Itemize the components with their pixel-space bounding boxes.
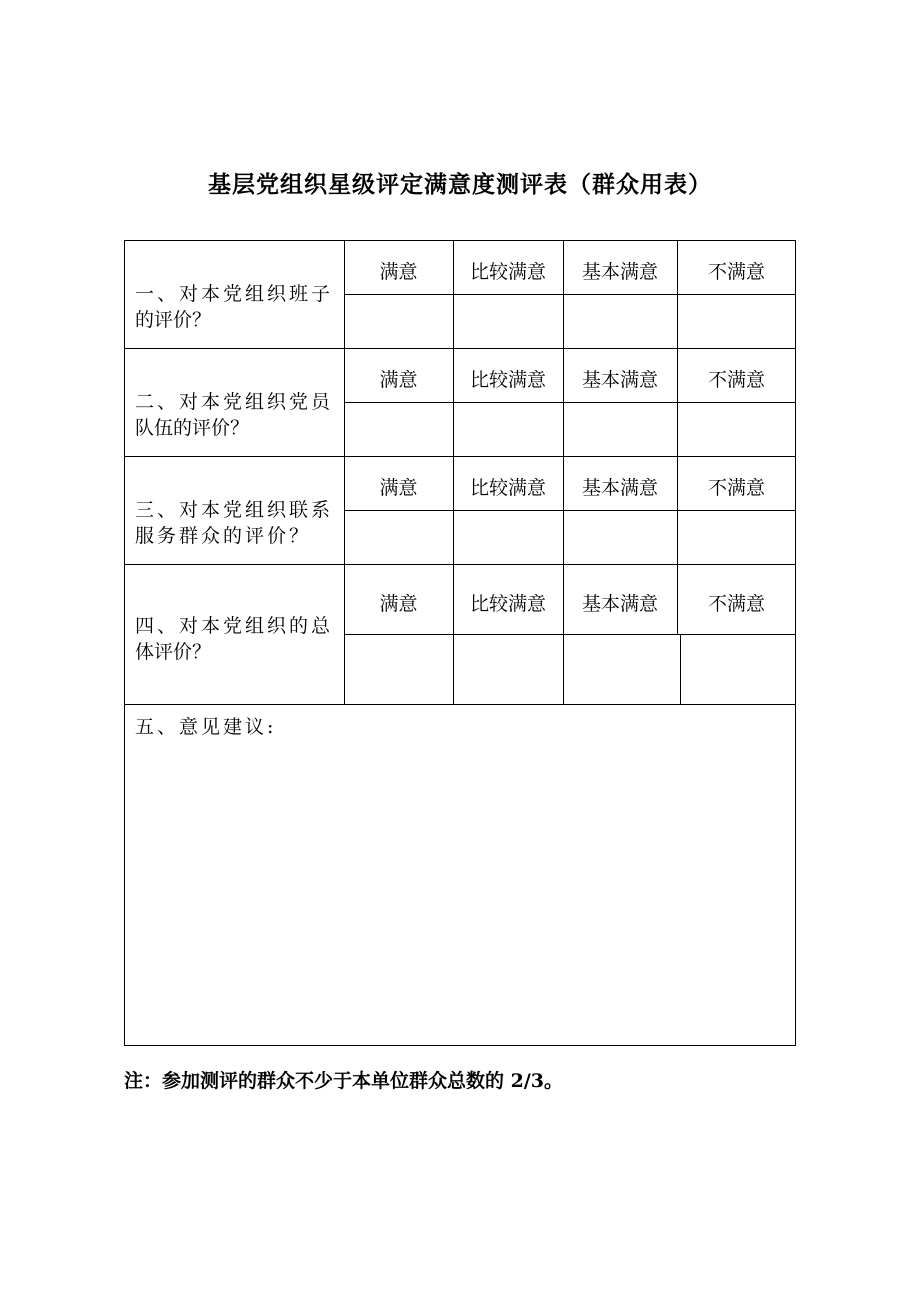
answer-cell[interactable] — [345, 511, 453, 564]
answer-cell[interactable] — [345, 295, 453, 348]
answer-cell[interactable] — [564, 403, 677, 456]
question-4-line2: 体评价？ — [135, 641, 212, 663]
evaluation-table — [124, 240, 796, 1046]
answer-cell[interactable] — [454, 295, 563, 348]
answer-cell[interactable] — [345, 635, 453, 704]
row-divider — [124, 456, 796, 457]
option-basically-satisfied: 基本满意 — [581, 477, 658, 499]
question-2-line1: 二、对本党组织党员 — [135, 391, 334, 413]
option-unsatisfied: 不满意 — [707, 593, 765, 615]
question-1-line2: 的评价？ — [135, 309, 212, 331]
option-satisfied: 满意 — [379, 261, 418, 283]
table-border-top — [124, 240, 796, 241]
option-satisfied: 满意 — [379, 369, 418, 391]
option-satisfied: 满意 — [379, 477, 418, 499]
suggestion-label: 五、意见建议: — [135, 716, 277, 738]
table-border-bottom — [124, 1045, 796, 1046]
option-unsatisfied: 不满意 — [707, 369, 765, 391]
suggestion-area[interactable] — [125, 750, 795, 1045]
answer-cell[interactable] — [454, 403, 563, 456]
option-basically-satisfied: 基本满意 — [581, 261, 658, 283]
question-2-line2: 队伍的评价？ — [135, 417, 250, 439]
option-fairly-satisfied: 比较满意 — [469, 261, 546, 283]
option-basically-satisfied: 基本满意 — [581, 369, 658, 391]
answer-cell[interactable] — [678, 511, 795, 564]
answer-cell[interactable] — [564, 635, 680, 704]
answer-cell[interactable] — [454, 511, 563, 564]
row-divider — [124, 348, 796, 349]
answer-cell[interactable] — [564, 295, 677, 348]
question-3-line1: 三、对本党组织联系 — [135, 499, 334, 521]
question-1-line1: 一、对本党组织班子 — [135, 283, 334, 305]
footnote: 注：参加测评的群众不少于本单位群众总数的 2/3。 — [124, 1070, 563, 1092]
table-border-right — [795, 240, 796, 1046]
answer-cell[interactable] — [564, 511, 677, 564]
answer-cell[interactable] — [454, 635, 563, 704]
answer-cell[interactable] — [681, 635, 795, 704]
option-basically-satisfied: 基本满意 — [581, 593, 658, 615]
option-fairly-satisfied: 比较满意 — [469, 369, 546, 391]
option-fairly-satisfied: 比较满意 — [469, 477, 546, 499]
question-4-line1: 四、对本党组织的总 — [135, 615, 334, 637]
row-divider — [124, 564, 796, 565]
answer-cell[interactable] — [678, 403, 795, 456]
option-fairly-satisfied: 比较满意 — [469, 593, 546, 615]
option-unsatisfied: 不满意 — [707, 477, 765, 499]
question-3-line2: 服务群众的评价？ — [135, 525, 312, 547]
option-unsatisfied: 不满意 — [707, 261, 765, 283]
answer-cell[interactable] — [678, 295, 795, 348]
form-title: 基层党组织星级评定满意度测评表（群众用表） — [208, 172, 712, 198]
answer-cell[interactable] — [345, 403, 453, 456]
option-satisfied: 满意 — [379, 593, 418, 615]
